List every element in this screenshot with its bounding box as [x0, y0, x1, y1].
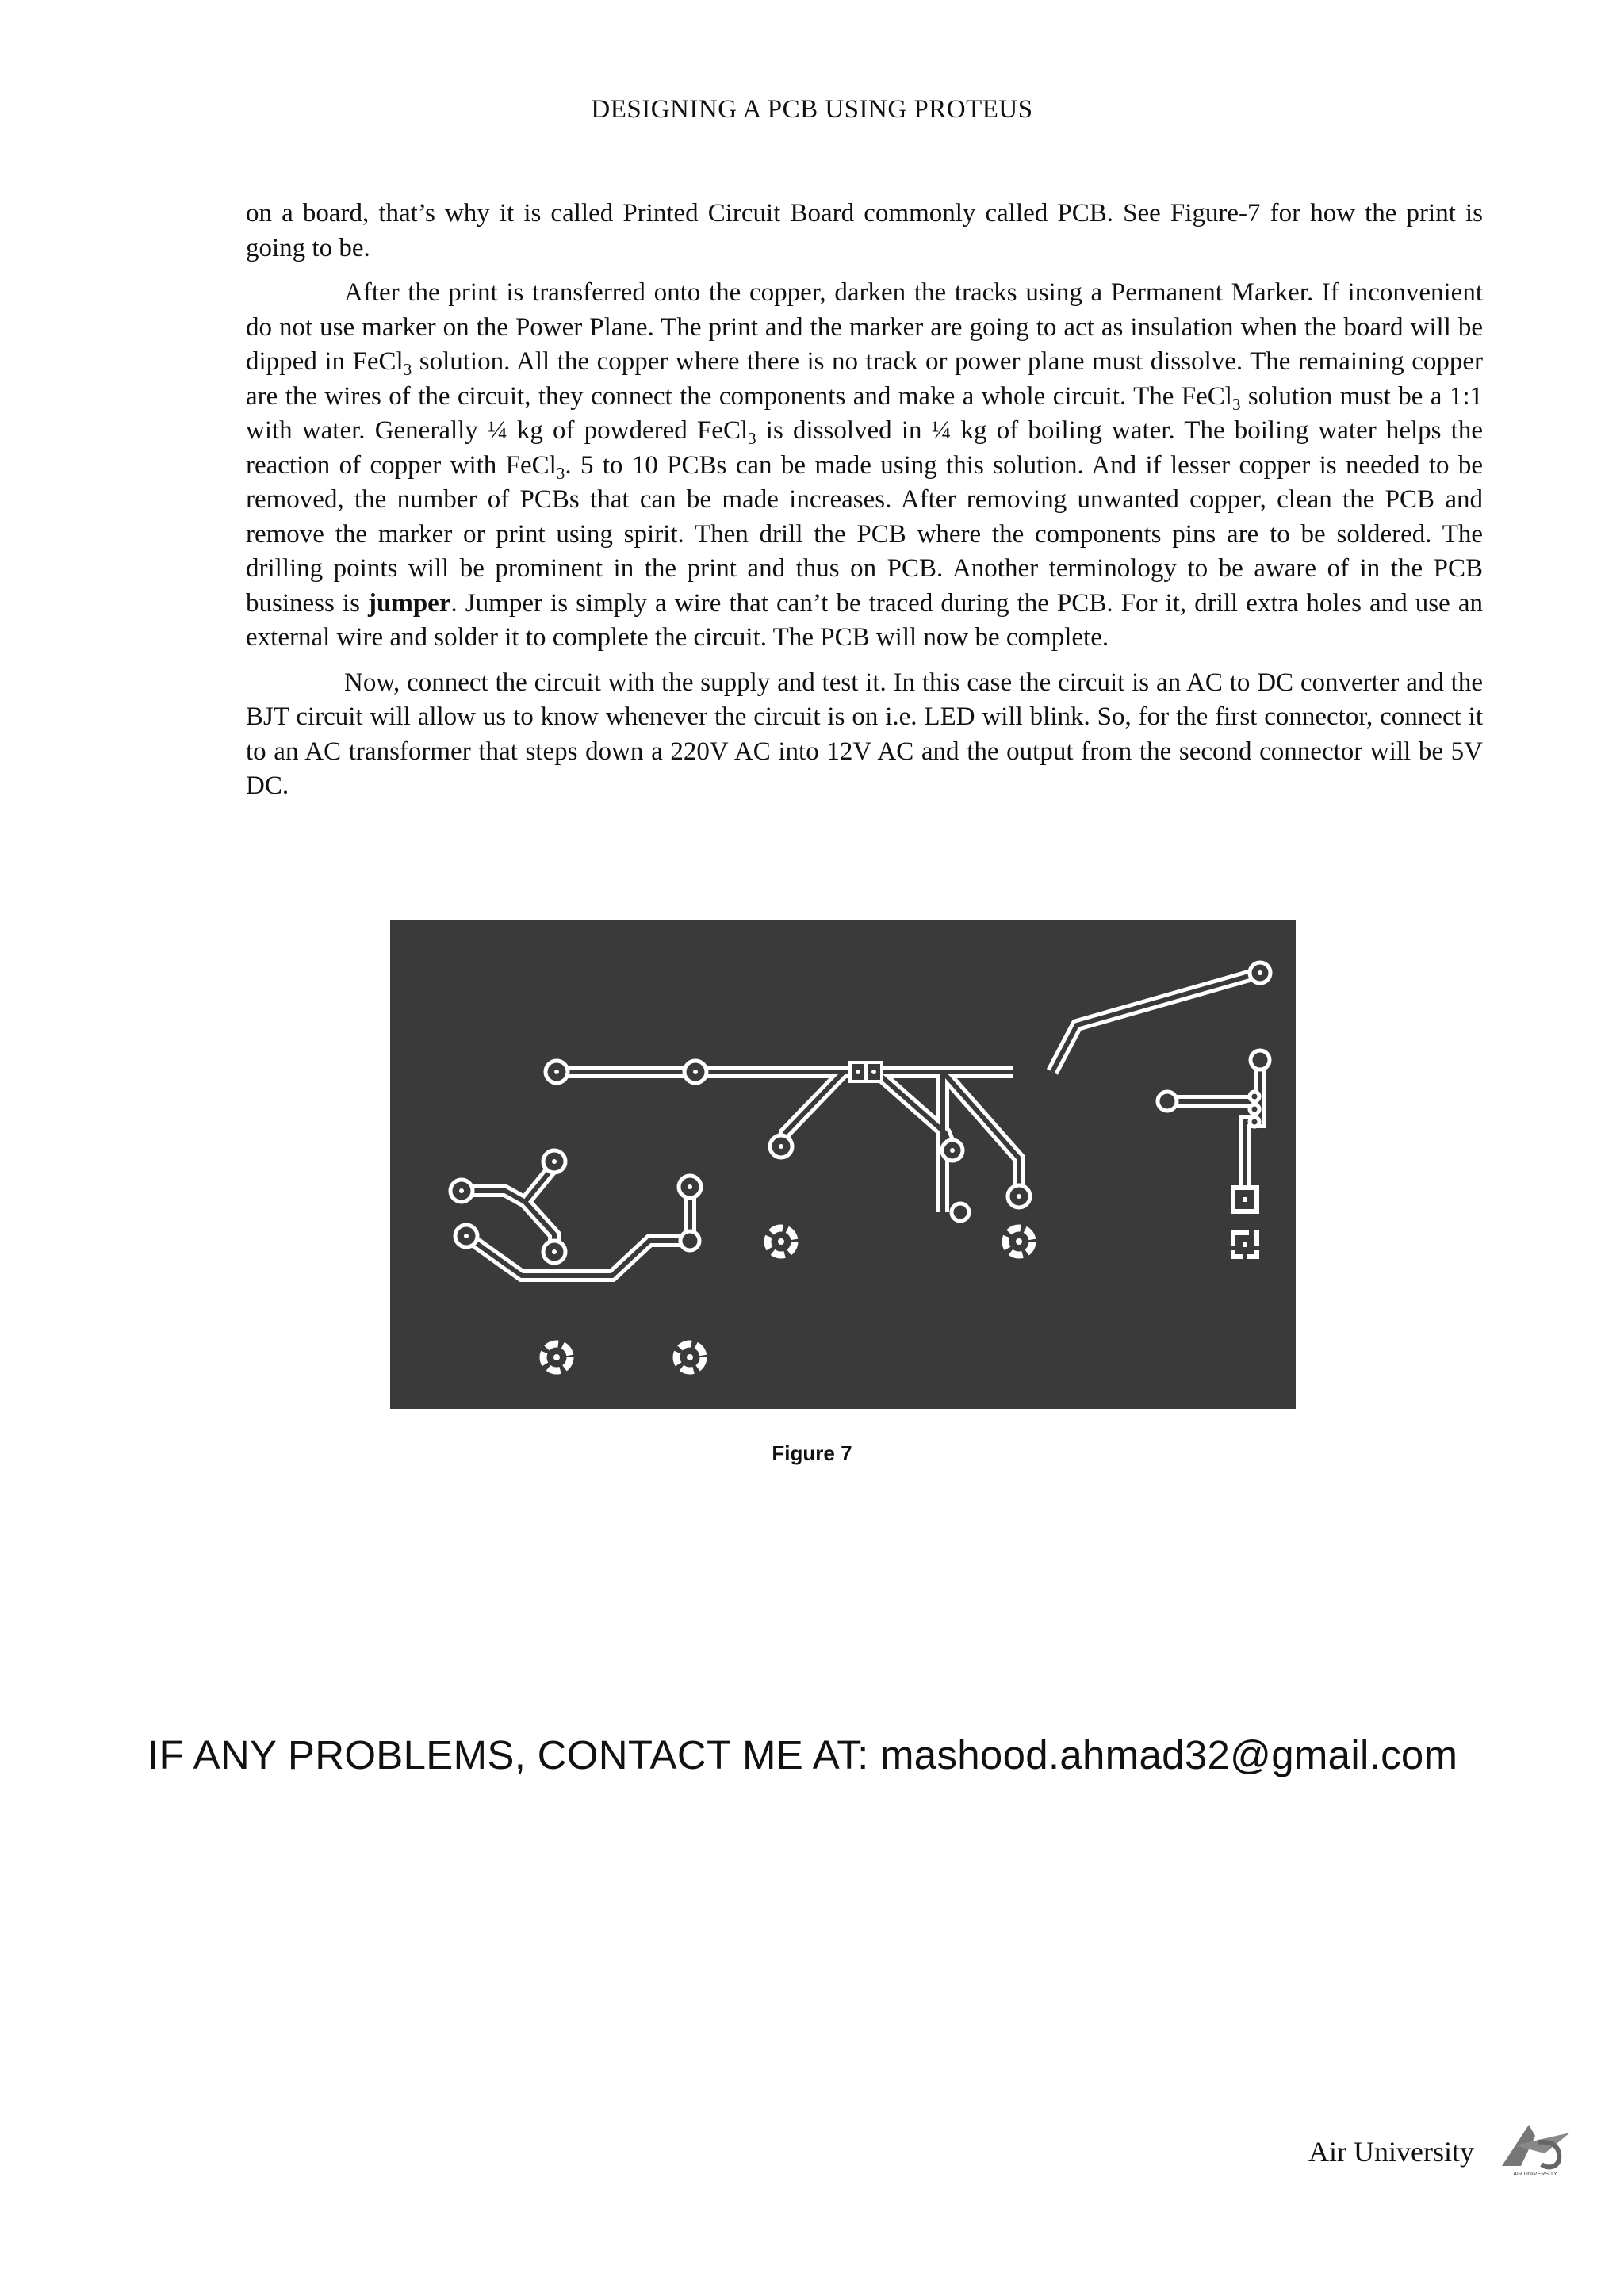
svg-text:AIR UNIVERSITY: AIR UNIVERSITY — [1513, 2172, 1557, 2177]
page-header: DESIGNING A PCB USING PROTEUS — [591, 95, 1033, 124]
paragraph-2: After the print is transferred onto the copper, darken the tracks using a Permanent Marker. If inconvenient do not use marker on the Power Plane. The print and the marker are going to act as insulation when the board will be dipped in FeCl$_3$ solution. All the copper where there is no track or power plane must dissolve. The remaining copper are the wires of the circuit, they connect the components and make a whole circuit. The FeCl$_3$ solution must be a 1:1 with water. Generally ¼ kg of powdered FeCl$_3$ is dissolved in ¼ kg of boiling water. The boiling water helps the reaction of copper with FeCl$_3$. 5 to 10 PCBs can be made using this solution. And if lesser copper is needed to be removed, the number of PCBs that can be made increases. After removing unwanted copper, clean the PCB and remove the marker or print using spirit. Then drill the PCB where the components pins are to be soldered. The drilling points will be prominent in the print and thus on PCB. Another terminology to be aware of in the PCB business is jumper. Jumper is simply a wire that can’t be traced during the PCB. For it, drill extra holes and use an external wire and solder it to complete the circuit. The PCB will now be complete. — [246, 278, 1483, 652]
figure-caption: Figure 7 — [772, 1441, 852, 1465]
footer-institution: Air University — [1308, 2136, 1474, 2168]
contact-line: IF ANY PROBLEMS, CONTACT ME AT: mashood.ahmad32@gmail.com — [147, 1732, 1458, 1777]
jumper-term: jumper — [368, 588, 451, 618]
body-text — [246, 197, 1483, 814]
air-university-logo — [1497, 2118, 1573, 2179]
paragraph-1: on a board, that’s why it is called Printed Circuit Board commonly called PCB. See Figure-7 for how the print is going to be. — [246, 199, 1483, 262]
pcb-tracks-image — [390, 920, 1296, 1409]
pcb-layout-figure — [390, 920, 1296, 1409]
paragraph-3: Now, connect the circuit with the supply and test it. In this case the circuit is an AC to DC converter and the BJT circuit will allow us to know whenever the circuit is on i.e. LED will blink. So, for the first connector, connect it to an AC transformer that steps down a 220V AC into 12V AC and the output from the second connector will be 5V DC. — [246, 668, 1483, 800]
